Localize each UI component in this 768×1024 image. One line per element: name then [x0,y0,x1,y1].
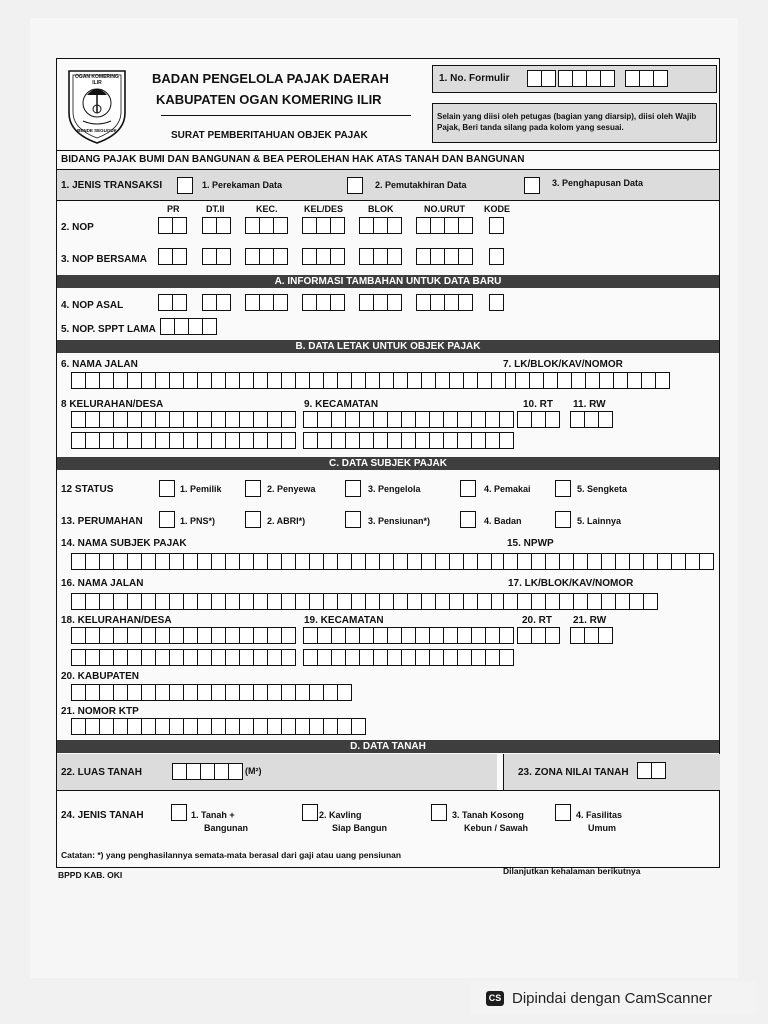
nop-header-dt: DT.II [206,204,225,214]
transaksi-option-3: 3. Penghapusan Data [552,178,644,188]
regency-logo [63,65,131,145]
jenis-tanah-option-4-l1: 4. Fasilitas [576,810,623,820]
b-rw-cells[interactable] [570,411,612,428]
transaksi-checkbox-2[interactable] [347,177,363,194]
luas-tanah-unit: (M²) [245,766,262,776]
b-kecamatan-cells-1[interactable] [303,411,513,428]
perumahan-option-1: 1. PNS*) [180,516,216,526]
form-number-label: 1. No. Formulir [439,73,510,84]
kabupaten-label: 20. KABUPATEN [61,671,139,682]
section-a-title: A. INFORMASI TAMBAHAN UNTUK DATA BARU [57,275,719,288]
zona-cells[interactable] [637,762,665,779]
perumahan-label: 13. PERUMAHAN [61,516,143,527]
nop-kode-cells[interactable] [489,217,503,234]
b-kelurahan-cells-1[interactable] [71,411,295,428]
c-kelurahan-cells-1[interactable] [71,627,295,644]
c-kecamatan-cells-2[interactable] [303,649,513,666]
nop-header-nourut: NO.URUT [424,204,465,214]
c-nama-jalan-cells[interactable] [71,593,533,610]
c-kelurahan-label: 18. KELURAHAN/DESA [61,615,172,626]
jenis-tanah-option-4-l2: Umum [588,823,617,833]
transaksi-checkbox-1[interactable] [177,177,193,194]
catatan-note: Catatan: *) yang penghasilannya semata-mata berasal dari gaji atau uang pensiunan [61,850,402,860]
luas-tanah-label: 22. LUAS TANAH [61,767,142,778]
nop-bersama-kec-cells[interactable] [245,248,287,265]
nop-asal-label: 4. NOP ASAL [61,300,124,311]
status-option-2: 2. Penyewa [267,484,316,494]
nop-label: 2. NOP [61,222,94,233]
logo-motto: BENDE SEGUGUK [77,128,117,133]
form-number-cells-1[interactable] [527,70,555,87]
jenis-tanah-checkbox-2[interactable] [302,804,318,821]
status-option-5: 5. Sengketa [577,484,628,494]
nop-asal-kode-cells[interactable] [489,294,503,311]
nop-header-kec: KEC. [256,204,278,214]
jenis-tanah-option-2-l2: Siap Bangun [332,823,388,833]
c-kecamatan-label: 19. KECAMATAN [304,615,384,626]
jenis-tanah-checkbox-4[interactable] [555,804,571,821]
jenis-tanah-option-2-l1: 2. Kavling [319,810,362,820]
jenis-tanah-option-3-l2: Kebun / Sawah [464,823,529,833]
nop-bersama-blok-cells[interactable] [359,248,401,265]
divider [57,200,719,201]
perumahan-checkbox-4[interactable] [460,511,476,528]
c-rw-label: 21. RW [573,615,607,626]
nomor-ktp-label: 21. NOMOR KTP [61,706,139,717]
b-lk-blok-label: 7. LK/BLOK/KAV/NOMOR [503,359,623,370]
camscanner-logo-icon: CS [486,991,504,1006]
form-number-cells-2[interactable] [558,70,614,87]
nop-sppt-lama-label: 5. NOP. SPPT LAMA [61,324,156,335]
divider [57,150,719,151]
form-number-cells-3[interactable] [625,70,667,87]
perumahan-option-3: 3. Pensiunan*) [368,516,431,526]
b-nama-jalan-cells[interactable] [71,372,533,389]
nop-pr-cells[interactable] [158,217,186,234]
document-title: SURAT PEMBERITAHUAN OBJEK PAJAK [171,130,368,141]
nop-asal-dt-cells[interactable] [202,294,230,311]
nop-asal-nourut-cells[interactable] [416,294,472,311]
nop-bersama-nourut-cells[interactable] [416,248,472,265]
c-nama-jalan-label: 16. NAMA JALAN [61,578,144,589]
transaksi-option-1: 1. Perekaman Data [202,180,283,190]
b-kelurahan-cells-2[interactable] [71,432,295,449]
perumahan-option-5: 5. Lainnya [577,516,622,526]
nop-header-kode: KODE [484,204,511,214]
perumahan-option-2: 2. ABRI*) [267,516,306,526]
jenis-tanah-checkbox-3[interactable] [431,804,447,821]
perumahan-checkbox-3[interactable] [345,511,361,528]
nop-bersama-keldes-cells[interactable] [302,248,344,265]
c-kecamatan-cells-1[interactable] [303,627,513,644]
c-rw-cells[interactable] [570,627,612,644]
nop-blok-cells[interactable] [359,217,401,234]
b-rt-cells[interactable] [517,411,559,428]
nop-header-pr: PR [167,204,180,214]
status-checkbox-4[interactable] [460,480,476,497]
kabupaten-cells[interactable] [71,684,351,701]
status-checkbox-2[interactable] [245,480,261,497]
nop-sppt-lama-cells[interactable] [160,318,216,335]
status-label: 12 STATUS [61,484,114,495]
zona-label: 23. ZONA NILAI TANAH [518,767,629,778]
b-nama-jalan-label: 6. NAMA JALAN [61,359,138,370]
transaksi-option-2: 2. Pemutakhiran Data [375,180,467,190]
b-lk-blok-cells[interactable] [515,372,669,389]
section-d-title: D. DATA TANAH [57,740,719,753]
spop-form [56,58,720,868]
jenis-tanah-checkbox-1[interactable] [171,804,187,821]
nop-header-keldes: KEL/DES [304,204,344,214]
perumahan-checkbox-5[interactable] [555,511,571,528]
nop-kec-cells[interactable] [245,217,287,234]
transaksi-label: 1. JENIS TRANSAKSI [61,180,163,191]
nop-asal-keldes-cells[interactable] [302,294,344,311]
perumahan-checkbox-2[interactable] [245,511,261,528]
nop-bersama-kode-cells[interactable] [489,248,503,265]
nop-dt-cells[interactable] [202,217,230,234]
b-rt-label: 10. RT [523,399,554,410]
b-rw-label: 11. RW [573,399,606,410]
jenis-tanah-label: 24. JENIS TANAH [61,810,144,821]
nop-asal-blok-cells[interactable] [359,294,401,311]
nop-bersama-pr-cells[interactable] [158,248,186,265]
jenis-tanah-option-3-l1: 3. Tanah Kosong [452,810,524,820]
instruction-text: Selain yang diisi oleh petugas (bagian yang diarsip), diisi oleh Wajib Pajak, Beri tanda silang pada kolom yang sesuai. [437,112,697,132]
transaksi-checkbox-3[interactable] [524,177,540,194]
b-kelurahan-label: 8 KELURAHAN/DESA [61,399,164,410]
status-option-3: 3. Pengelola [368,484,421,494]
status-checkbox-5[interactable] [555,480,571,497]
c-kelurahan-cells-2[interactable] [71,649,295,666]
jenis-tanah-option-1-l1: 1. Tanah + [191,810,235,820]
divider [57,790,719,791]
status-checkbox-1[interactable] [159,480,175,497]
nama-subjek-cells[interactable] [71,553,533,570]
camscanner-watermark [470,982,756,1014]
header-underline [161,115,411,116]
nomor-ktp-cells[interactable] [71,718,365,735]
nama-subjek-label: 14. NAMA SUBJEK PAJAK [61,538,187,549]
nop-keldes-cells[interactable] [302,217,344,234]
c-lk-blok-cells[interactable] [503,593,657,610]
agency-name-line2: KABUPATEN OGAN KOMERING ILIR [156,92,382,107]
nop-asal-pr-cells[interactable] [158,294,186,311]
nop-asal-kec-cells[interactable] [245,294,287,311]
c-rt-cells[interactable] [517,627,559,644]
section-c-title: C. DATA SUBJEK PAJAK [57,457,719,470]
npwp-label: 15. NPWP [507,538,554,549]
logo-ring-text: OGAN KOMERING ILIR [75,74,119,86]
section-b-title: B. DATA LETAK UNTUK OBJEK PAJAK [57,340,719,353]
status-checkbox-3[interactable] [345,480,361,497]
perumahan-checkbox-1[interactable] [159,511,175,528]
luas-tanah-cells[interactable] [172,763,242,780]
jenis-tanah-option-1-l2: Bangunan [204,823,248,833]
perumahan-option-4: 4. Badan [484,516,522,526]
agency-name-line1: BADAN PENGELOLA PAJAK DAERAH [152,71,389,86]
npwp-cells[interactable] [503,553,713,570]
camscanner-text: Dipindai dengan CamScanner [512,989,713,1007]
c-lk-blok-label: 17. LK/BLOK/KAV/NOMOR [508,578,634,589]
field-title: BIDANG PAJAK BUMI DAN BANGUNAN & BEA PEROLEHAN HAK ATAS TANAH DAN BANGUNAN [61,154,525,165]
nop-header-blok: BLOK [368,204,394,214]
b-kecamatan-cells-2[interactable] [303,432,513,449]
c-rt-label: 20. RT [522,615,553,626]
nop-bersama-label: 3. NOP BERSAMA [61,254,147,265]
nop-nourut-cells[interactable] [416,217,472,234]
b-kecamatan-label: 9. KECAMATAN [304,399,379,410]
footer-continued: Dilanjutkan kehalaman berikutnya [503,866,641,876]
status-option-4: 4. Pemakai [484,484,531,494]
nop-bersama-dt-cells[interactable] [202,248,230,265]
status-option-1: 1. Pemilik [180,484,222,494]
footer-agency: BPPD KAB. OKI [58,870,123,880]
